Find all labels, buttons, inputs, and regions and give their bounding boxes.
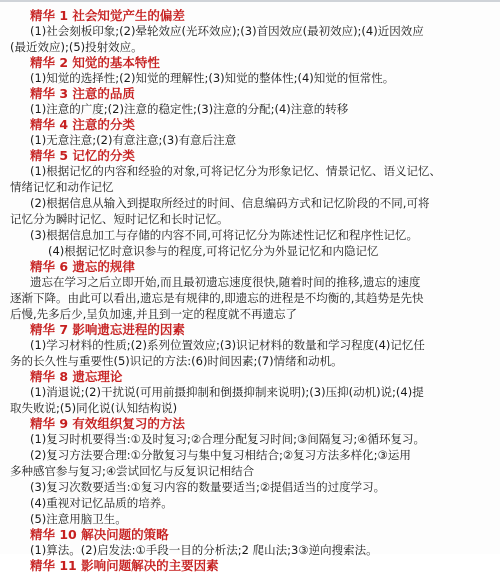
body-line: (2)复习方法要合理:①分散复习与集中复习相结合;②复习方法多样化;③运用 — [30, 448, 411, 462]
body-line: (5)注意用脑卫生。 — [30, 512, 127, 526]
section-heading: 精华 11 影响问题解决的主要因素 — [30, 558, 219, 573]
section-heading: 精华 3 注意的品质 — [30, 86, 135, 101]
body-line: (3)复习次数要适当:①复习内容的数量要适当;②提倡适当的过度学习。 — [30, 480, 386, 494]
section-heading: 精华 7 影响遗忘进程的因素 — [30, 322, 185, 337]
body-line: 逐渐下降。由此可以看出,遗忘是有规律的,即遗忘的进程是不均衡的,其趋势是先快 — [10, 291, 424, 305]
body-line: 多种感官参与复习;④尝试回忆与反复识记相结合 — [10, 464, 255, 478]
section-heading: 精华 9 有效组织复习的方法 — [30, 416, 185, 431]
body-line: (2)根据信息从输入到提取所经过的时间、信息编码方式和记忆阶段的不同,可将 — [30, 196, 430, 210]
body-line: 遗忘在学习之后立即开始,而且最初遗忘速度很快,随着时间的推移,遗忘的速度 — [30, 275, 421, 289]
body-line: 取失败说;(5)同化说(认知结构说) — [10, 401, 178, 415]
body-line: (1)无意注意;(2)有意注意;(3)有意后注意 — [30, 133, 237, 147]
body-line: (4)重视对记忆品质的培养。 — [30, 496, 173, 510]
body-line: (最近效应);(5)投射效应。 — [10, 40, 143, 54]
body-line: 后慢,先多后少,呈负加速,并且到一定的程度就不再遗忘了 — [10, 307, 297, 321]
study-notes — [10, 8, 496, 573]
section-heading: 精华 6 遗忘的规律 — [30, 259, 135, 274]
body-line: 务的长久性与重要性(5)识记的方法:(6)时间因素;(7)情绪和动机。 — [10, 354, 343, 368]
body-line: (1)复习时机要得当:①及时复习;②合理分配复习时间;③间隔复习;④循环复习。 — [30, 432, 426, 446]
body-line: (1)社会刻板印象;(2)晕轮效应(光环效应);(3)首因效应(最初效应);(4)近因效应 — [30, 24, 424, 38]
body-line: 情绪记忆和动作记忆 — [10, 180, 114, 194]
body-line: (1)算法。(2)启发法:①手段一目的分析法;2 爬山法;3③逆向搜索法。 — [30, 543, 378, 557]
body-line: (1)消退说;(2)干扰说(可用前摄抑制和倒摄抑制来说明);(3)压抑(动机)说;(4)提 — [30, 385, 424, 399]
body-line: (1)学习材料的性质;(2)系列位置效应;(3)识记材料的数量和学习程度(4)记忆任 — [30, 338, 425, 352]
body-line: 记忆分为瞬时记忆、短时记忆和长时记忆。 — [10, 212, 229, 226]
section-heading: 精华 4 注意的分类 — [30, 117, 135, 132]
section-heading: 精华 5 记忆的分类 — [30, 148, 135, 163]
body-line: (1)知觉的选择性;(2)知觉的理解性;(3)知觉的整体性;(4)知觉的恒常性。 — [30, 71, 395, 85]
body-line: (4)根据记忆时意识参与的程度,可将记忆分为外显记忆和内隐记忆 — [48, 244, 379, 258]
section-heading: 精华 8 遗忘理论 — [30, 369, 123, 384]
body-line: (3)根据信息加工与存储的内容不同,可将记忆分为陈述性记忆和程序性记忆。 — [30, 228, 418, 242]
top-border — [0, 0, 500, 2]
body-line: (1)根据记忆的内容和经验的对象,可将记忆分为形象记忆、情景记忆、语义记忆、 — [30, 164, 441, 178]
section-heading: 精华 1 社会知觉产生的偏差 — [30, 8, 185, 23]
body-line: (1)注意的广度;(2)注意的稳定性;(3)注意的分配;(4)注意的转移 — [30, 102, 349, 116]
section-heading: 精华 10 解决问题的策略 — [30, 527, 169, 542]
section-heading: 精华 2 知觉的基本特性 — [30, 55, 160, 70]
